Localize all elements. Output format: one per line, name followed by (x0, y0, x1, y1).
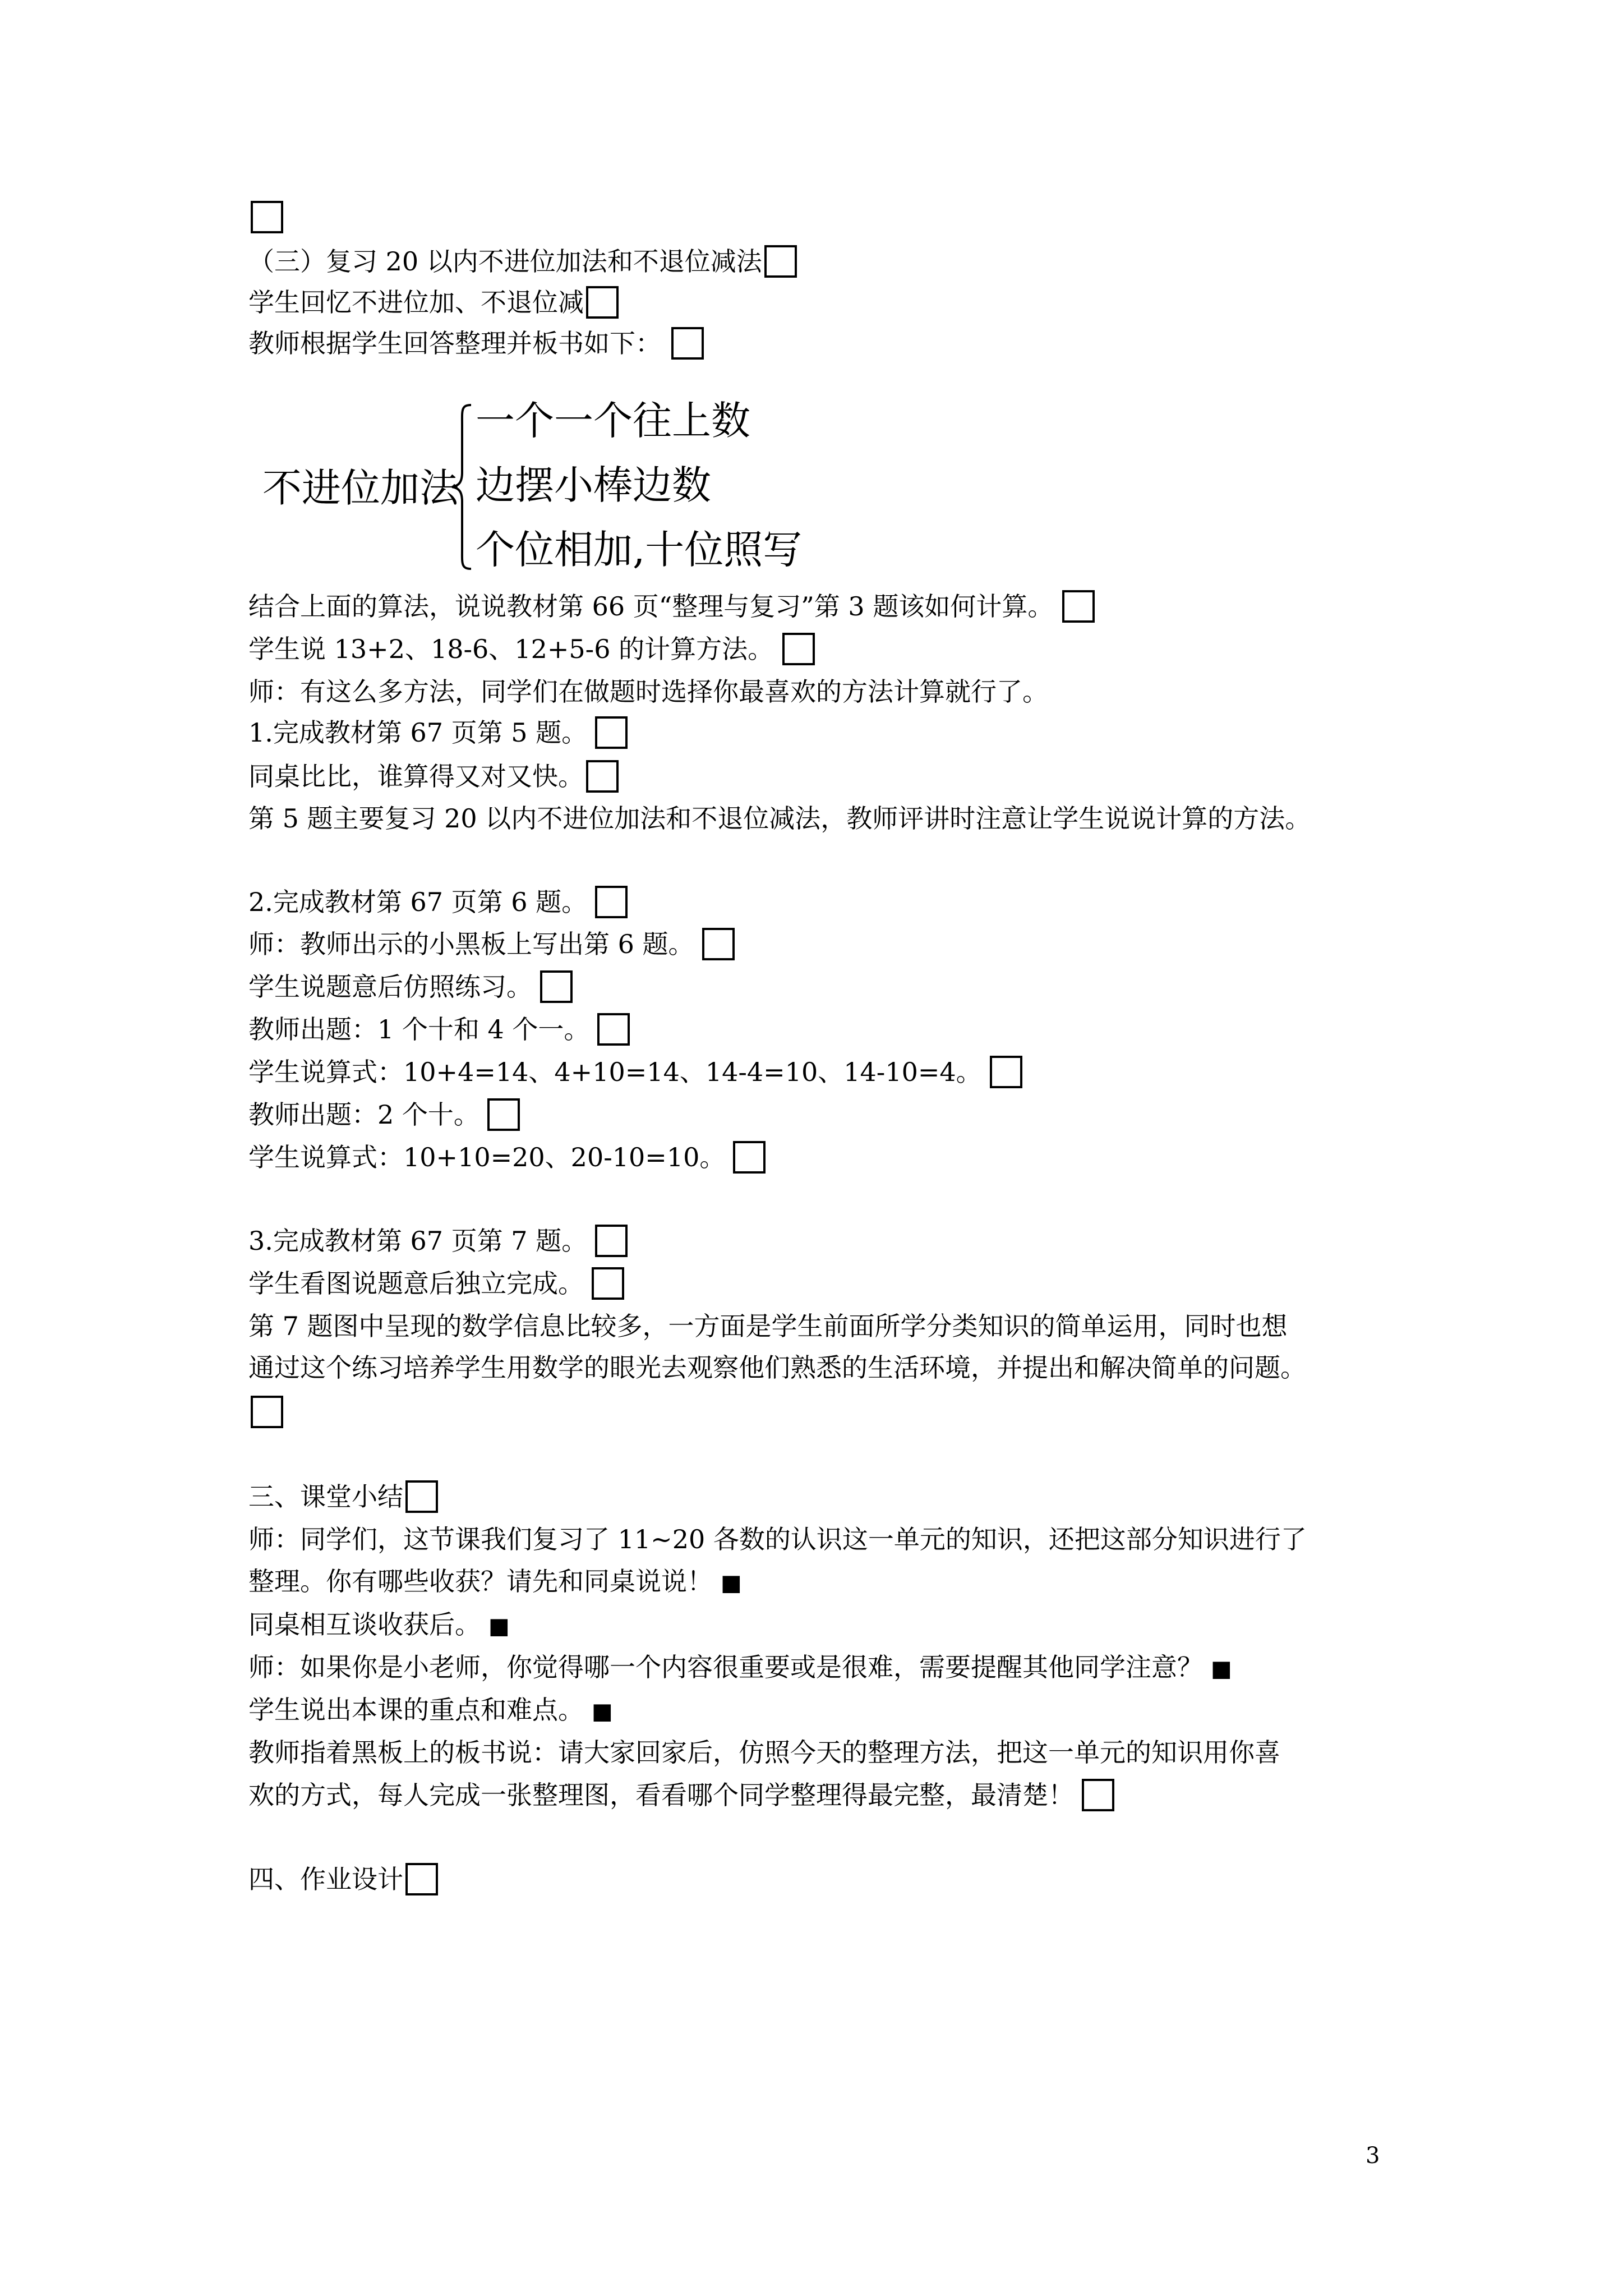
diagram-item: 一个一个往上数 (476, 398, 750, 444)
paragraph: 教师出题：2 个十。 (248, 1099, 520, 1133)
square-marker-icon: ■ (488, 1613, 510, 1639)
paragraph: 学生说 13+2、18-6、12+5-6 的计算方法。 (248, 633, 815, 668)
diagram-item: 个位相加,十位照写 (476, 527, 803, 573)
checkbox-icon (405, 1863, 438, 1895)
square-marker-icon: ■ (592, 1699, 613, 1724)
checkbox-icon (733, 1141, 766, 1174)
section-heading: （三）复习 20 以内不进位加法和不退位减法 (248, 246, 797, 280)
paragraph: 学生说题意后仿照练习。 (248, 971, 573, 1005)
diagram-item: 边摆小棒边数 (476, 462, 711, 508)
paragraph: 通过这个练习培养学生用数学的眼光去观察他们熟悉的生活环境，并提出和解决简单的问题。 (248, 1352, 1306, 1383)
paragraph: 同桌比比，谁算得又对又快。 (248, 761, 619, 795)
checkbox-icon (586, 760, 619, 793)
checkbox-icon (1062, 590, 1095, 623)
checkbox-icon (540, 970, 573, 1003)
checkbox-icon (586, 286, 619, 319)
checkbox-icon (595, 1225, 628, 1257)
paragraph: 第 7 题图中呈现的数学信息比较多，一方面是学生前面所学分类知识的简单运用，同时也想 (248, 1311, 1288, 1341)
checkbox-icon (251, 1396, 283, 1428)
checkbox-icon (782, 633, 815, 665)
paragraph: 整理。你有哪些收获？请先和同桌说说！ ■ (248, 1566, 742, 1599)
paragraph: 学生看图说题意后独立完成。 (248, 1268, 624, 1302)
checkbox-icon (597, 1013, 630, 1046)
paragraph: 学生说出本课的重点和难点。 ■ (248, 1694, 613, 1727)
checkbox-icon (251, 201, 283, 233)
checkbox-icon (595, 716, 628, 749)
paragraph: 教师出题：1 个十和 4 个一。 (248, 1014, 630, 1048)
paragraph: 师：如果你是小老师，你觉得哪一个内容很重要或是很难，需要提醒其他同学注意？ ■ (248, 1651, 1232, 1685)
checkbox-icon (405, 1480, 438, 1513)
paragraph: 学生回忆不进位加、不退位减 (248, 287, 619, 321)
page-number: 3 (1366, 2143, 1380, 2169)
checkbox-icon (764, 245, 797, 278)
square-marker-icon: ■ (1211, 1656, 1232, 1682)
square-marker-icon: ■ (721, 1570, 742, 1596)
paragraph: 教师根据学生回答整理并板书如下： (248, 328, 704, 362)
checkbox-icon (595, 886, 628, 918)
checkbox-icon (592, 1267, 624, 1300)
paragraph: 师：有这么多方法，同学们在做题时选择你最喜欢的方法计算就行了。 (248, 677, 1048, 707)
section-heading: 三、课堂小结 (248, 1481, 438, 1515)
paragraph: 师：同学们，这节课我们复习了 11~20 各数的认识这一单元的知识，还把这部分知识进行了 (248, 1524, 1307, 1554)
diagram-label: 不进位加法 (262, 465, 459, 511)
paragraph: 同桌相互谈收获后。 ■ (248, 1609, 510, 1642)
checkbox-icon (990, 1056, 1022, 1088)
section-heading: 四、作业设计 (248, 1864, 438, 1898)
paragraph: 学生说算式：10+4=14、4+10=14、14-4=10、14-10=4。 (248, 1056, 1022, 1091)
paragraph: 师：教师出示的小黑板上写出第 6 题。 (248, 928, 735, 963)
exercise-item: 2.完成教材第 67 页第 6 题。 (248, 886, 628, 921)
exercise-item: 3.完成教材第 67 页第 7 题。 (248, 1225, 628, 1259)
paragraph: 学生说算式：10+10=20、20-10=10。 (248, 1142, 766, 1176)
left-brace-icon (449, 403, 476, 571)
paragraph: 结合上面的算法，说说教材第 66 页“整理与复习”第 3 题该如何计算。 (248, 591, 1095, 625)
exercise-item: 1.完成教材第 67 页第 5 题。 (248, 717, 628, 751)
checkbox-icon (671, 327, 704, 360)
checkbox-icon (1082, 1779, 1114, 1811)
paragraph: 欢的方式，每人完成一张整理图，看看哪个同学整理得最完整，最清楚！ (248, 1779, 1114, 1814)
paragraph: 第 5 题主要复习 20 以内不进位加法和不退位减法，教师评讲时注意让学生说说计算的方法。 (248, 803, 1311, 834)
checkbox-icon (487, 1098, 520, 1131)
checkbox-icon (702, 928, 735, 960)
paragraph: 教师指着黑板上的板书说：请大家回家后，仿照今天的整理方法，把这一单元的知识用你喜 (248, 1737, 1280, 1768)
